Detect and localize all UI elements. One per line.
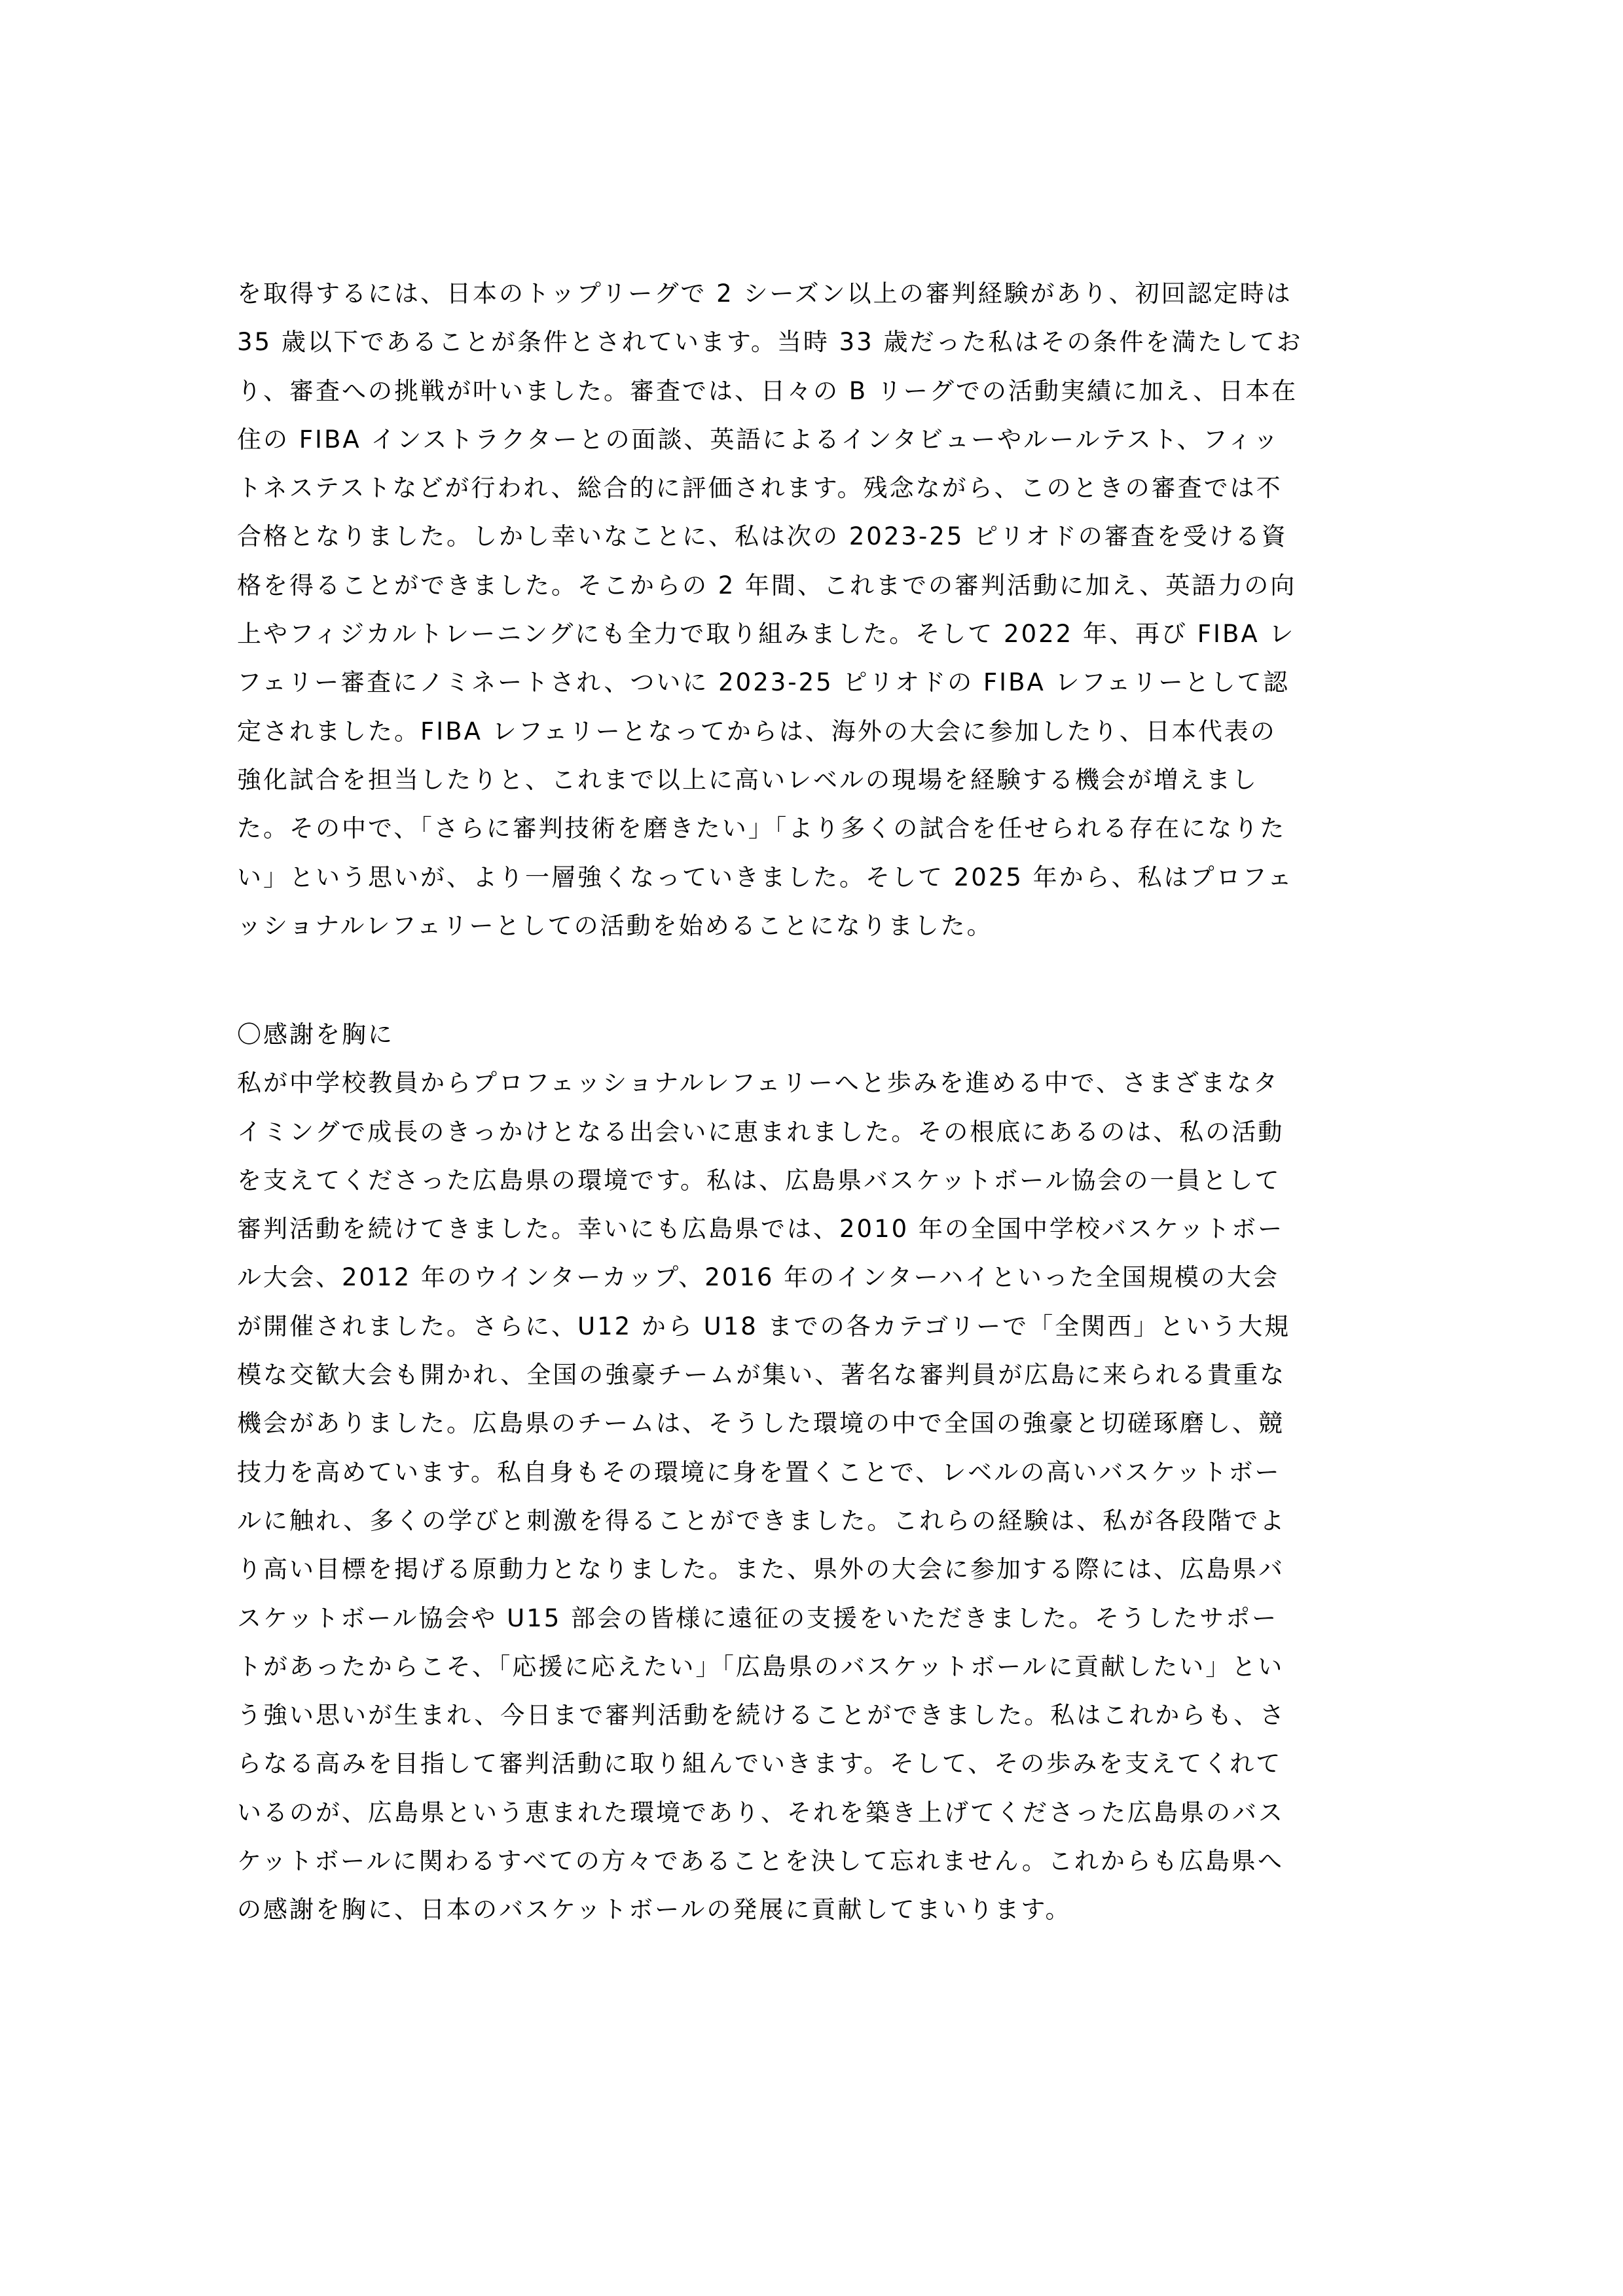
text-line: り高い目標を掲げる原動力となりました。また、県外の大会に参加する際には、広島県バ [237, 1555, 1285, 1584]
text-line: を取得するには、日本のトップリーグで 2 シーズン以上の審判経験があり、初回認定時は [237, 279, 1292, 308]
text-line: が開催されました。さらに、U12 から U18 までの各カテゴリーで「全関西」という大規 [237, 1312, 1291, 1340]
text-line: イミングで成長のきっかけとなる出会いに恵まれました。その根底にあるのは、私の活動 [237, 1117, 1285, 1146]
text-line: 技力を高めています。私自身もその環境に身を置くことで、レベルの高いバスケットボー [237, 1458, 1281, 1486]
text-line: を支えてくださった広島県の環境です。私は、広島県バスケットボール協会の一員として [237, 1166, 1281, 1194]
text-line: トがあったからこそ、「応援に応えたい」「広島県のバスケットボールに貢献したい」とい [237, 1652, 1285, 1681]
text-line: 模な交歓大会も開かれ、全国の強豪チームが集い、著名な審判員が広島に来られる貴重な [237, 1361, 1286, 1390]
section-heading: 〇感謝を胸に [237, 1020, 394, 1049]
text-line: 上やフィジカルトレーニングにも全力で取り組みました。そして 2022 年、再び FIBA レ [237, 620, 1296, 649]
text-line: 私が中学校教員からプロフェッショナルレフェリーへと歩みを進める中で、さまざまなタ [237, 1069, 1280, 1098]
text-line: 審判活動を続けてきました。幸いにも広島県では、2010 年の全国中学校バスケットボー [237, 1215, 1285, 1244]
text-line: 合格となりました。しかし幸いなことに、私は次の 2023-25 ピリオドの審査を受ける資 [237, 522, 1288, 551]
paragraph-fiba-referee [237, 270, 1389, 950]
text-line: ケットボールに関わるすべての方々であることを決して忘れません。これからも広島県へ [237, 1847, 1284, 1876]
text-line: ルに触れ、多くの学びと刺激を得ることができました。これらの経験は、私が各段階でよ [237, 1506, 1286, 1535]
text-line: トネステストなどが行われ、総合的に評価されます。残念ながら、このときの審査では不 [237, 474, 1283, 503]
text-line: 機会がありました。広島県のチームは、そうした環境の中で全国の強豪と切磋琢磨し、競 [237, 1409, 1285, 1438]
text-line: り、審査への挑戦が叶いました。審査では、日々の B リーグでの活動実績に加え、日本在 [237, 376, 1298, 405]
section-gratitude [237, 1011, 1389, 1935]
text-line: いるのが、広島県という恵まれた環境であり、それを築き上げてくださった広島県のバス [237, 1798, 1285, 1827]
text-line: い」という思いが、より一層強くなっていきました。そして 2025 年から、私はプロフェ [237, 863, 1294, 891]
text-line: らなる高みを目指して審判活動に取り組んでいきます。そして、その歩みを支えてくれて [237, 1749, 1283, 1778]
text-line: 住の FIBA インストラクターとの面談、英語によるインタビューやルールテスト、フィッ [237, 425, 1280, 454]
text-line: 格を得ることができました。そこからの 2 年間、これまでの審判活動に加え、英語力の向 [237, 571, 1297, 600]
text-line: た。その中で、「さらに審判技術を磨きたい」「より多くの試合を任せられる存在になりた [237, 814, 1286, 843]
text-line: フェリー審査にノミネートされ、ついに 2023-25 ピリオドの FIBA レフェリーとして認 [237, 668, 1290, 697]
text-line: の感謝を胸に、日本のバスケットボールの発展に貢献してまいります。 [237, 1895, 1072, 1924]
text-line: スケットボール協会や U15 部会の皆様に遠征の支援をいただきました。そうしたサポー [237, 1604, 1279, 1632]
text-line: 定されました。FIBA レフェリーとなってからは、海外の大会に参加したり、日本代表の [237, 717, 1277, 745]
text-line: 強化試合を担当したりと、これまで以上に高いレベルの現場を経験する機会が増えまし [237, 765, 1258, 794]
text-line: 35 歳以下であることが条件とされています。当時 33 歳だった私はその条件を満たしてお [237, 328, 1303, 357]
text-line: う強い思いが生まれ、今日まで審判活動を続けることができました。私はこれからも、さ [237, 1701, 1286, 1730]
text-line: ッショナルレフェリーとしての活動を始めることになりました。 [237, 911, 993, 940]
text-line: ル大会、2012 年のウインターカップ、2016 年のインターハイといった全国規模の大会 [237, 1263, 1279, 1292]
